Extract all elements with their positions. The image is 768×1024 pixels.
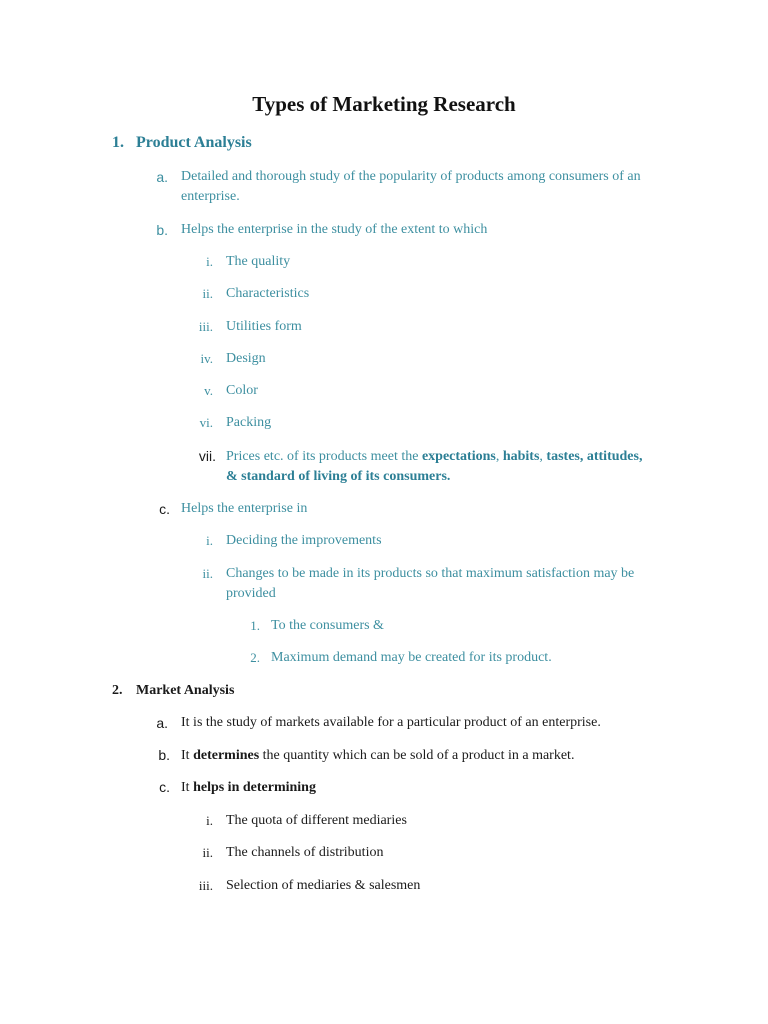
list-marker: 2. — [250, 650, 260, 665]
list-item-text: Characteristics — [226, 286, 310, 301]
list-marker: b. — [158, 747, 170, 763]
section-1-heading: Product Analysis — [136, 134, 252, 151]
list-marker: c. — [159, 779, 170, 795]
list-item-text: The quota of different mediaries — [226, 813, 407, 828]
list-item-text: The channels of distribution — [226, 845, 384, 860]
list-marker: ii. — [202, 845, 213, 860]
section-2-number: 2. — [112, 683, 123, 698]
list-item-text: The quality — [226, 254, 291, 269]
list-item-text: Deciding the improvements — [226, 533, 382, 548]
section-1-number: 1. — [112, 134, 124, 151]
list-item-text: Design — [226, 351, 266, 366]
list-marker: c. — [159, 501, 170, 517]
list-marker: iv. — [200, 351, 213, 366]
list-marker: 1. — [250, 618, 260, 633]
list-marker: ii. — [202, 286, 213, 301]
list-marker: i. — [206, 813, 213, 828]
list-marker: vi. — [199, 415, 213, 430]
list-marker: iii. — [198, 319, 213, 334]
list-item-text: To the consumers & — [271, 618, 384, 633]
list-item-text: Helps the enterprise in the study of the extent to which — [181, 222, 488, 237]
section-2-heading: Market Analysis — [136, 683, 235, 698]
list-item-text: It helps in determining — [181, 780, 316, 795]
list-item-text: Detailed and thorough study of the popularity of products among consumers of an — [181, 169, 641, 184]
list-item-text: Packing — [226, 415, 272, 430]
list-marker: i. — [206, 254, 213, 269]
list-marker: ii. — [202, 566, 213, 581]
list-marker: v. — [204, 383, 213, 398]
list-item-text: Color — [226, 383, 258, 398]
list-marker: b. — [156, 222, 168, 238]
list-item-text: Selection of mediaries & salesmen — [226, 878, 421, 893]
list-marker: a. — [156, 715, 168, 731]
list-item-text: It determines the quantity which can be sold of a product in a market. — [181, 748, 575, 763]
list-item-text: provided — [226, 586, 276, 601]
list-item-text: Prices etc. of its products meet the expectations, habits, tastes, attitudes, — [226, 449, 643, 464]
list-item-text: It is the study of markets available for a particular product of an enterprise. — [181, 715, 601, 730]
list-item-text: Utilities form — [226, 319, 302, 334]
list-item-text: Maximum demand may be created for its product. — [271, 650, 552, 665]
page-title: Types of Marketing Research — [252, 92, 516, 116]
list-marker: a. — [156, 169, 168, 185]
list-item-text: & standard of living of its consumers. — [226, 469, 451, 484]
list-item-text: Changes to be made in its products so that maximum satisfaction may be — [226, 566, 635, 581]
list-item-text: Helps the enterprise in — [181, 501, 308, 516]
list-marker: vii. — [198, 448, 216, 464]
list-marker: i. — [206, 533, 213, 548]
list-item-text: enterprise. — [181, 189, 240, 204]
list-marker: iii. — [198, 878, 213, 893]
